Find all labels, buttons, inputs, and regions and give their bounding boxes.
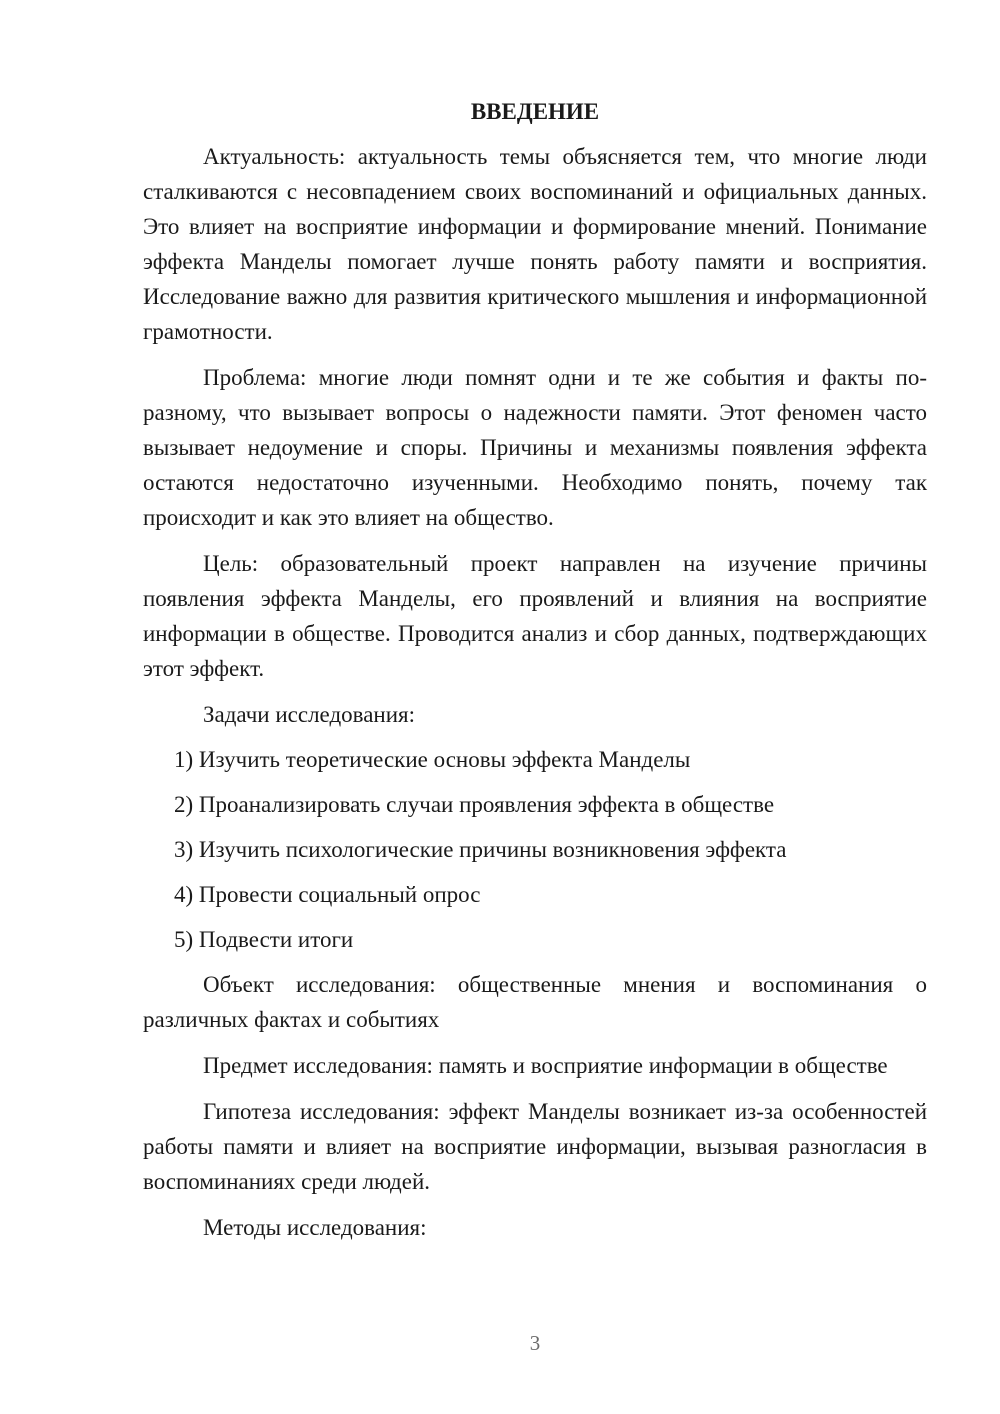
tasks-heading: Задачи исследования: — [203, 702, 416, 727]
paragraph-subject: Предмет исследования: память и восприятие информации в обществе — [203, 1053, 888, 1078]
task-item-3: 3) Изучить психологические причины возникновения эффекта — [174, 837, 787, 862]
page-number: 3 — [529, 1331, 541, 1355]
methods-heading: Методы исследования: — [203, 1215, 427, 1240]
paragraph-goal: Цель: образовательный проект направлен на изучение причины появления эффекта Манделы, его проявлений и влияния на восприятие информации в обществе. Проводится анализ и сбор данных, подтверждающих этот эффект. — [143, 551, 927, 681]
task-item-2: 2) Проанализировать случаи проявления эффекта в обществе — [174, 792, 775, 817]
task-list — [143, 742, 927, 957]
page-title: ВВЕДЕНИЕ — [470, 99, 600, 124]
paragraph-relevance: Актуальность: актуальность темы объясняется тем, что многие люди сталкиваются с несовпадением своих воспоминаний и официальных данных. Это влияет на восприятие информации и формирование мнений. Понимание эффекта Манделы помогает лучше понять работу памяти и восприятия. Исследование важно для развития критического мышления и информационной грамотности. — [143, 144, 927, 344]
task-item-4: 4) Провести социальный опрос — [174, 882, 481, 907]
paragraph-hypothesis: Гипотеза исследования: эффект Манделы возникает из-за особенностей работы памяти и влияет на восприятие информации, вызывая разногласия в воспоминаниях среди людей. — [143, 1099, 927, 1194]
page-content — [143, 94, 927, 1255]
paragraph-problem: Проблема: многие люди помнят одни и те же события и факты по-разному, что вызывает вопросы о надежности памяти. Этот феномен часто вызывает недоумение и споры. Причины и механизмы появления эффекта остаются недостаточно изученными. Необходимо понять, почему так происходит и как это влияет на общество. — [143, 365, 927, 530]
paragraph-object: Объект исследования: общественные мнения и воспоминания о различных фактах и событиях — [143, 972, 927, 1032]
task-item-5: 5) Подвести итоги — [174, 927, 354, 952]
task-item-1: 1) Изучить теоретические основы эффекта Манделы — [174, 747, 691, 772]
